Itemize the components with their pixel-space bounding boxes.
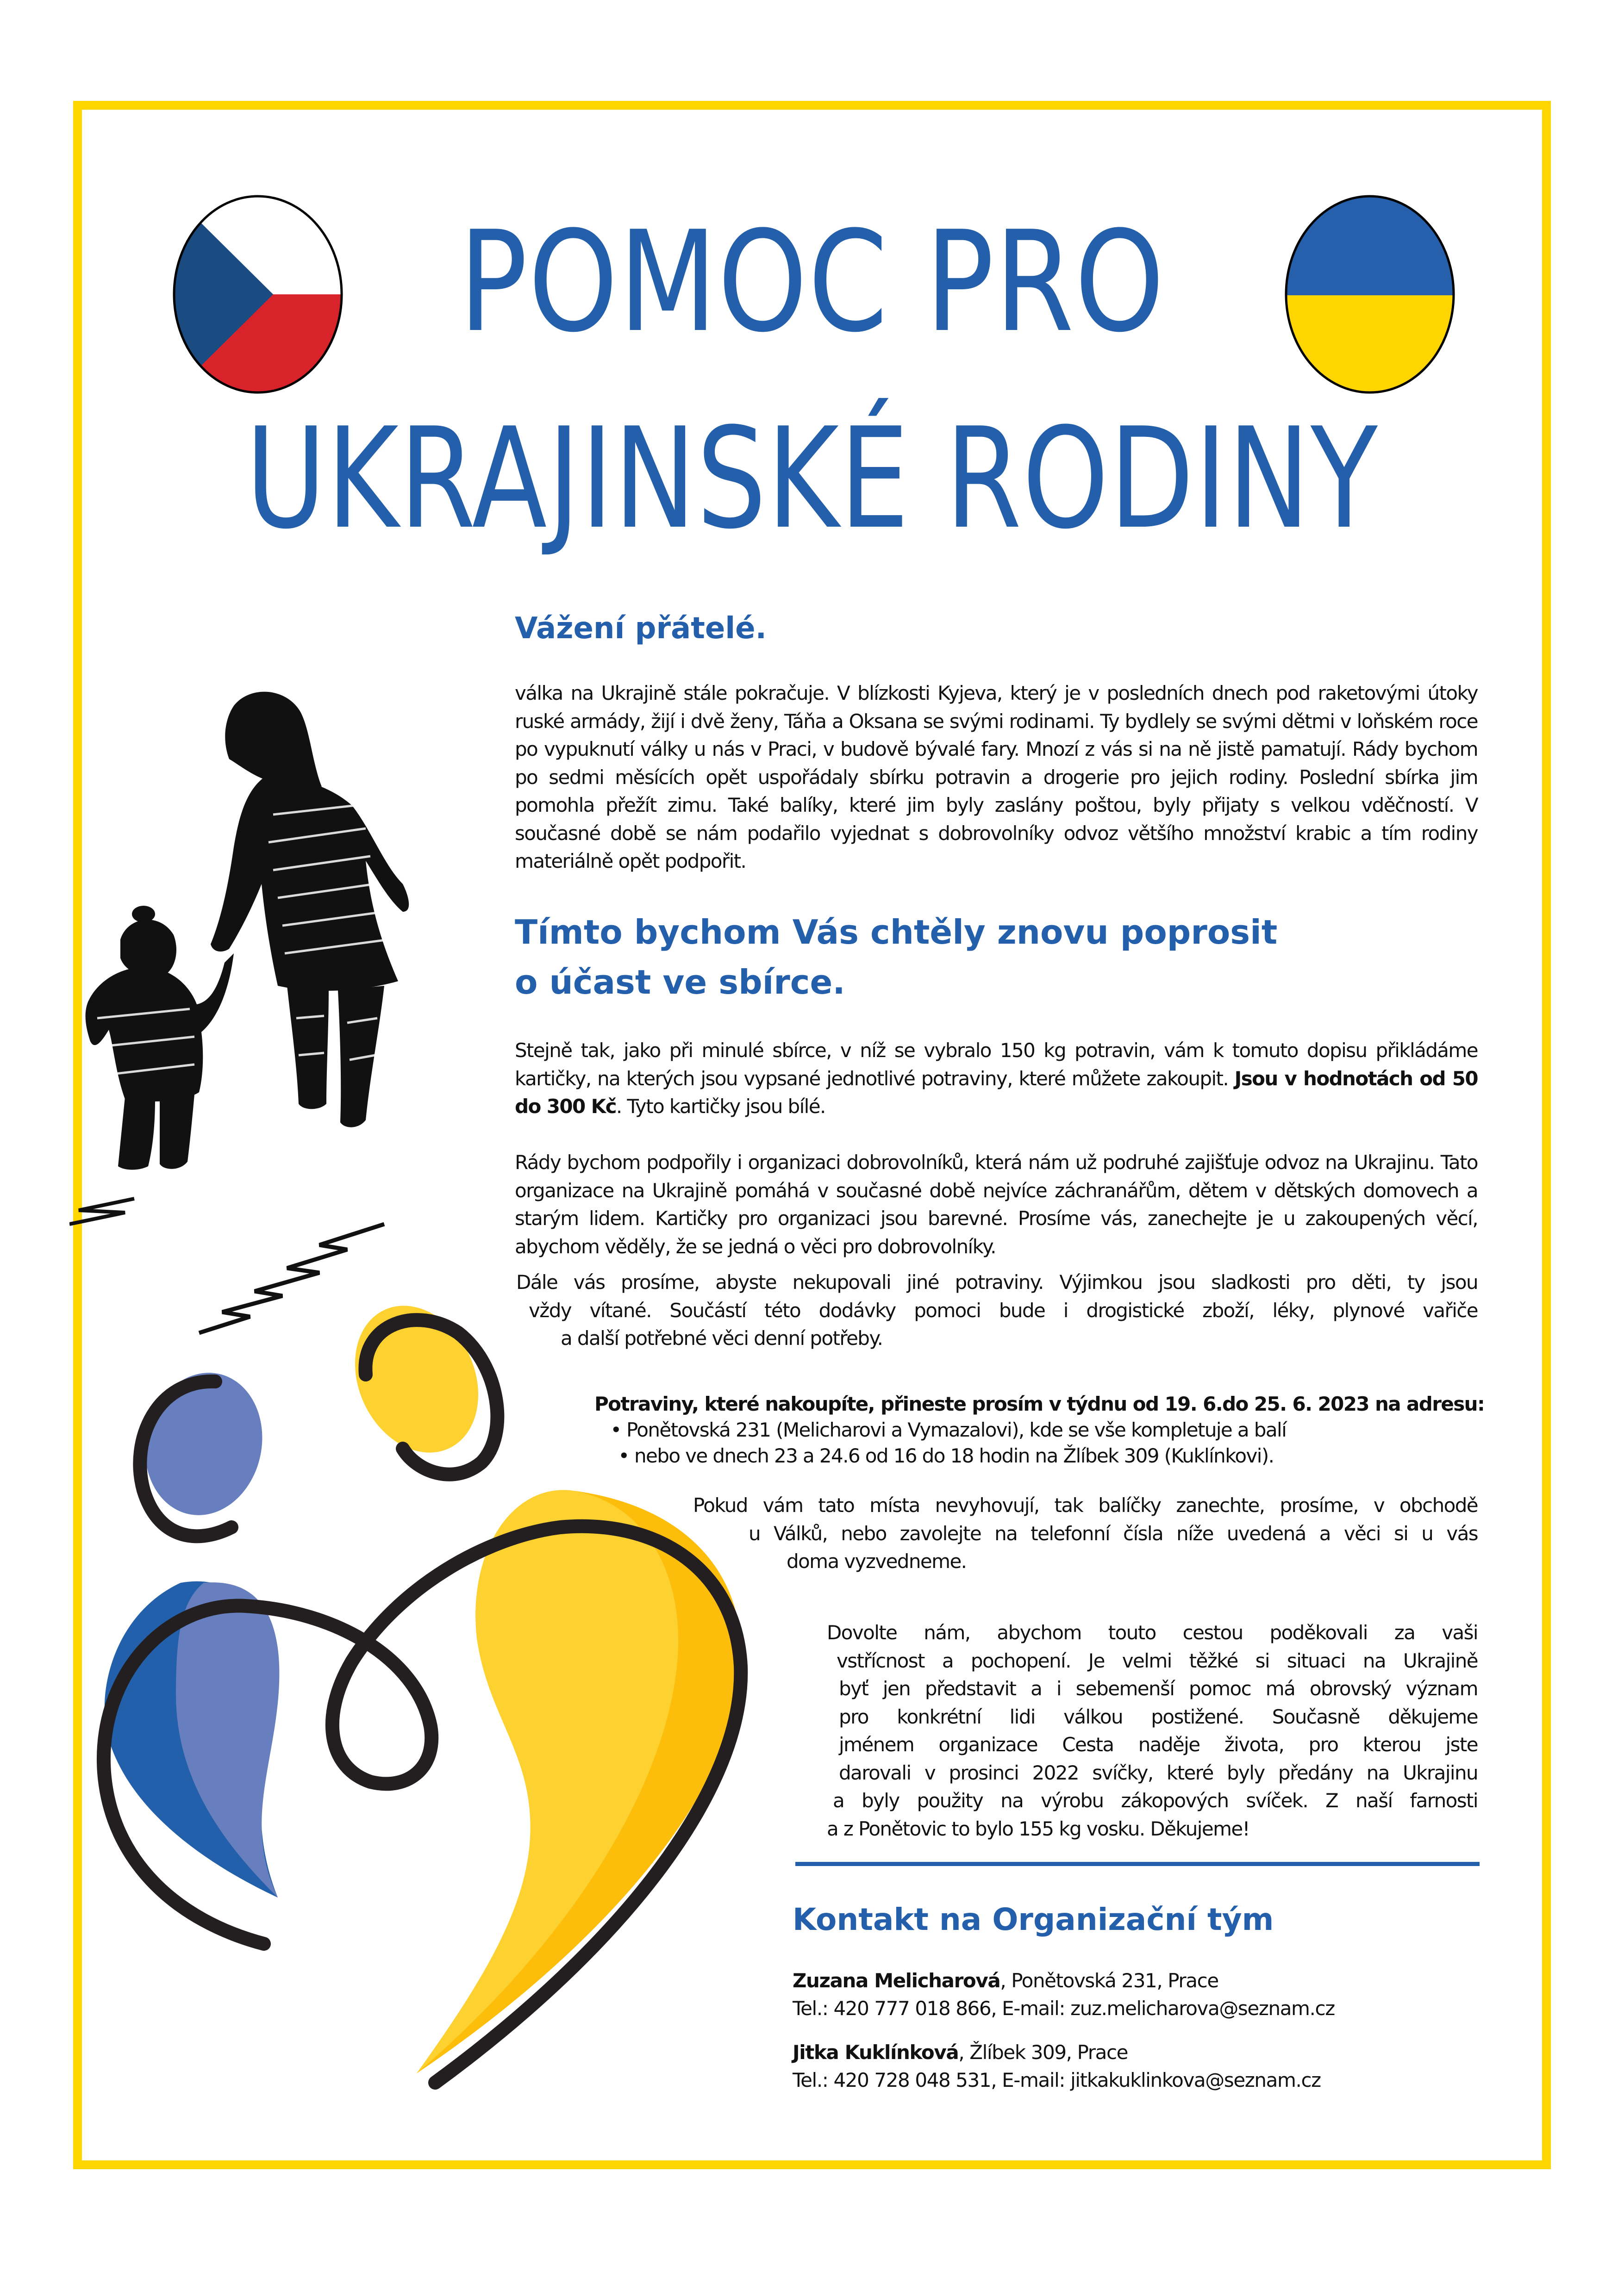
contact-email[interactable]: jitkakuklinkova@seznam.cz xyxy=(1070,2069,1321,2091)
paragraph-line: doma vyzvedneme. xyxy=(787,1550,967,1573)
paragraph-line: jménem organizace Cesta naděje života, pro kterou jste xyxy=(839,1733,1478,1756)
paragraph-line: a byly použity na výrobu zákopových svíček. Z naší farnosti xyxy=(833,1789,1478,1812)
contact-name-line xyxy=(793,1967,1335,1995)
request-heading xyxy=(515,907,1277,1007)
contact-person xyxy=(793,2039,1321,2094)
request-heading-line2: o účast ve sbírce. xyxy=(515,963,845,1002)
greeting-heading: Vážení přátelé. xyxy=(515,611,767,646)
contact-email[interactable]: zuz.melicharova@seznam.cz xyxy=(1070,1997,1335,2020)
paragraph-line: byť jen představit a i sebemenší pomoc má obrovský význam xyxy=(839,1677,1478,1700)
contact-phone[interactable]: 420 777 018 866 xyxy=(833,1997,991,2020)
contact-address: , Žlíbek 309, Prace xyxy=(958,2041,1128,2064)
paragraph-line: vstřícnost a pochopení. Je velmi těžké si situaci na Ukrajině xyxy=(837,1649,1478,1672)
alternative-dropoff-paragraph xyxy=(693,1492,1478,1576)
request-heading-line1: Tímto bychom Vás chtěly znovu poprosit xyxy=(515,913,1278,952)
phone-label: Tel.: xyxy=(793,1997,834,2020)
paragraph-line: Pokud vám tato místa nevyhovují, tak balíčky zanechte, prosíme, v obchodě xyxy=(693,1494,1478,1517)
volunteers-paragraph: Rády bychom podpořily i organizaci dobrovolníků, která nám už podruhé zajišťuje odvoz na Ukrajinu. Tato organizace na Ukrajině pomáhá v současné době nejvíce záchranářům, dětem v dětských domovech a starým lidem. Kartičky pro organizaci jsou barevné. Prosíme vás, zanechejte je u zakoupených věcí, abychom věděly, že se jedná o věci pro dobrovolníky. xyxy=(515,1151,1478,1258)
paragraph-line: darovali v prosinci 2022 svíčky, které byly předány na Ukrajinu xyxy=(839,1761,1478,1784)
delivery-info xyxy=(594,1391,1485,1469)
contact-details-line xyxy=(793,2066,1321,2094)
paragraph-line: a z Ponětovic to bylo 155 kg vosku. Děkujeme! xyxy=(827,1817,1249,1840)
paragraph-line: Dovolte nám, abychom touto cestou poděkovali za vaši xyxy=(827,1621,1478,1644)
contact-name-line xyxy=(793,2039,1321,2066)
delivery-heading: Potraviny, které nakoupíte, přineste prosím v týdnu od 19. 6.do 25. 6. 2023 na adresu: xyxy=(594,1393,1485,1415)
delivery-address-text: Ponětovská 231 (Melicharovi a Vymazalovi), kde se vše kompletuje a balí xyxy=(626,1419,1287,1441)
delivery-address-item xyxy=(605,1417,1478,1443)
page-title-line1: POMOC PRO xyxy=(459,201,1165,363)
paragraph-line: u Válků, nebo zavolejte na telefonní čísla níže uvedená a věci si u vás xyxy=(749,1522,1478,1545)
email-label: , E-mail: xyxy=(991,2069,1071,2091)
cards-paragraph xyxy=(515,1037,1478,1121)
paragraph-line: Dále vás prosíme, abyste nekupovali jiné potraviny. Výjimkou jsou sladkosti pro děti, ty jsou xyxy=(516,1271,1478,1294)
contact-name: Zuzana Melicharová xyxy=(793,1969,1000,1992)
page-title-line2: UKRAJINSKÉ RODINY xyxy=(245,398,1379,560)
contact-phone[interactable]: 420 728 048 531 xyxy=(833,2069,991,2091)
bullet-icon: • xyxy=(618,1444,629,1467)
greeting-paragraph: válka na Ukrajině stále pokračuje. V blízkosti Kyjeva, který je v posledních dnech pod raketovými útoky ruské armády, žijí i dvě ženy, Táňa a Oksana se svými rodinami. Ty bydlely se svými dětmi v loňském roce po vypuknutí války u nás v Praci, v budově bývalé fary. Mnozí z vás si na ně jistě pamatují. Rády bychom po sedmi měsících opět uspořádaly sbírku potravin a drogerie pro jejich rodiny. Poslední sbírka jim pomohla přežít zimu. Také balíky, které jim byly zaslány poštou, byly přijaty s velkou vděčností. V současné době se nám podařilo vyjednat s dobrovolníky odvoz většího množství krabic a tím rodiny materiálně opět podpořit. xyxy=(515,682,1478,872)
paragraph-line: pro konkrétní lidi válkou postižené. Současně děkujeme xyxy=(839,1705,1478,1728)
thanks-paragraph xyxy=(827,1619,1478,1843)
contact-person xyxy=(793,1967,1335,2022)
phone-label: Tel.: xyxy=(793,2069,834,2091)
paragraph-line: a další potřebné věci denní potřeby. xyxy=(561,1327,883,1350)
cards-value-range: Jsou v hodnotách od 50 do 300 Kč xyxy=(515,1067,1478,1118)
contact-name: Jitka Kuklínková xyxy=(793,2041,959,2064)
delivery-address-item xyxy=(613,1443,1478,1469)
contact-address: , Ponětovská 231, Prace xyxy=(1000,1969,1218,1992)
other-goods-paragraph xyxy=(515,1269,1478,1353)
cards-paragraph-tail: . Tyto kartičky jsou bílé. xyxy=(616,1095,825,1118)
mother-child-silhouette-illustration xyxy=(69,666,486,1351)
cards-paragraph-text: Stejně tak, jako při minulé sbírce, v níž se vybralo 150 kg potravin, vám k tomuto dopisu přikládáme kartičky, na kterých jsou vypsané jednotlivé potraviny, které můžete zakoupit. xyxy=(515,1039,1478,1090)
delivery-address-text: nebo ve dnech 23 a 24.6 od 16 do 18 hodin na Žlíbek 309 (Kuklínkovi). xyxy=(634,1444,1274,1467)
email-label: , E-mail: xyxy=(991,1997,1071,2020)
contact-divider xyxy=(795,1862,1480,1866)
paragraph-line: vždy vítané. Součástí této dodávky pomoci bude i drogistické zboží, léky, plynové vařiče xyxy=(529,1299,1478,1322)
contact-details-line xyxy=(793,1995,1335,2022)
contact-heading: Kontakt na Organizační tým xyxy=(793,1902,1274,1937)
bullet-icon: • xyxy=(610,1419,621,1441)
